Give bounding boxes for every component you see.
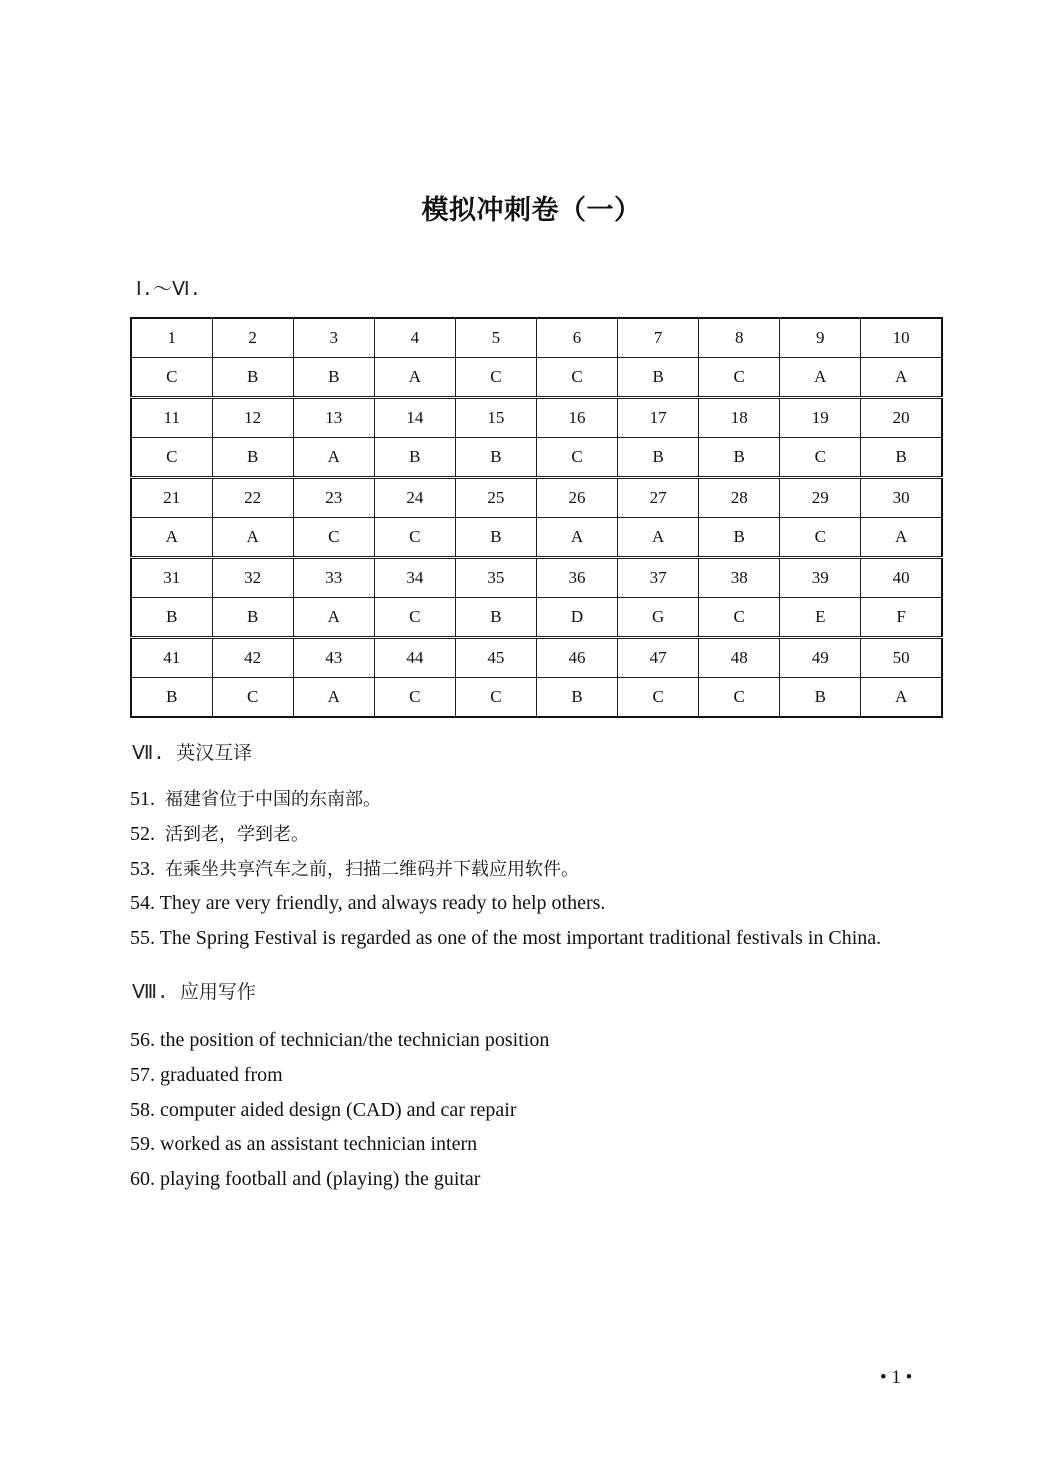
question-number-cell: 11 bbox=[131, 398, 212, 438]
answer-cell: B bbox=[780, 678, 861, 718]
answer-cell: B bbox=[861, 438, 942, 478]
item-number: 56. bbox=[130, 1029, 155, 1051]
question-number-cell: 33 bbox=[293, 558, 374, 598]
answer-row bbox=[131, 598, 942, 638]
answer-cell: B bbox=[131, 598, 212, 638]
question-number-cell: 18 bbox=[699, 398, 780, 438]
answer-cell: A bbox=[780, 358, 861, 398]
section-heading-translation: Ⅶ. 英汉互译 bbox=[132, 742, 253, 764]
answer-cell: C bbox=[455, 358, 536, 398]
question-number-cell: 47 bbox=[618, 638, 699, 678]
question-number-cell: 7 bbox=[618, 318, 699, 358]
translation-answer-item bbox=[130, 855, 881, 890]
section-heading-1-6: Ⅰ.～Ⅵ. bbox=[136, 278, 202, 300]
item-text: The Spring Festival is regarded as one of the most important traditional festivals in China. bbox=[159, 927, 882, 950]
answer-cell: A bbox=[293, 678, 374, 718]
item-text: 活到老，学到老。 bbox=[165, 823, 309, 845]
question-number-cell: 36 bbox=[536, 558, 617, 598]
translation-answer-item bbox=[130, 889, 881, 924]
writing-answers-list bbox=[130, 1026, 549, 1200]
item-number: 52. bbox=[130, 822, 155, 845]
item-number: 55. bbox=[130, 927, 155, 950]
writing-answer-item bbox=[130, 1026, 549, 1061]
question-number-row bbox=[131, 478, 942, 518]
answer-cell: C bbox=[374, 678, 455, 718]
answer-cell: E bbox=[780, 598, 861, 638]
question-number-cell: 8 bbox=[699, 318, 780, 358]
answer-cell: C bbox=[618, 678, 699, 718]
question-number-cell: 45 bbox=[455, 638, 536, 678]
answer-cell: C bbox=[212, 678, 293, 718]
question-number-cell: 20 bbox=[861, 398, 942, 438]
question-number-row bbox=[131, 398, 942, 438]
question-number-cell: 27 bbox=[618, 478, 699, 518]
item-text: playing football and (playing) the guitar bbox=[160, 1168, 481, 1191]
question-number-row bbox=[131, 638, 942, 678]
item-number: 60. bbox=[130, 1168, 155, 1191]
question-number-cell: 46 bbox=[536, 638, 617, 678]
question-number-cell: 41 bbox=[131, 638, 212, 678]
answer-cell: C bbox=[455, 678, 536, 718]
answer-cell: B bbox=[212, 358, 293, 398]
question-number-cell: 3 bbox=[293, 318, 374, 358]
answer-cell: C bbox=[536, 358, 617, 398]
question-number-cell: 29 bbox=[780, 478, 861, 518]
translation-answers-list bbox=[130, 785, 881, 959]
answer-row bbox=[131, 438, 942, 478]
answer-cell: B bbox=[455, 518, 536, 558]
answer-cell: B bbox=[293, 358, 374, 398]
answer-cell: A bbox=[293, 438, 374, 478]
answer-cell: B bbox=[212, 598, 293, 638]
question-number-cell: 17 bbox=[618, 398, 699, 438]
answer-cell: C bbox=[780, 438, 861, 478]
item-number: 59. bbox=[130, 1133, 155, 1156]
question-number-cell: 49 bbox=[780, 638, 861, 678]
translation-answer-item bbox=[130, 785, 881, 820]
answer-cell: B bbox=[455, 438, 536, 478]
question-number-cell: 21 bbox=[131, 478, 212, 518]
answer-cell: B bbox=[618, 438, 699, 478]
item-text: graduated from bbox=[160, 1063, 283, 1086]
question-number-cell: 9 bbox=[780, 318, 861, 358]
answer-cell: B bbox=[699, 438, 780, 478]
answer-cell: B bbox=[536, 678, 617, 718]
answer-cell: C bbox=[699, 358, 780, 398]
question-number-cell: 34 bbox=[374, 558, 455, 598]
answer-cell: F bbox=[861, 598, 942, 638]
answer-cell: A bbox=[293, 598, 374, 638]
writing-answer-item bbox=[130, 1165, 549, 1200]
question-number-cell: 2 bbox=[212, 318, 293, 358]
page-number: • 1 • bbox=[880, 1367, 913, 1388]
question-number-cell: 4 bbox=[374, 318, 455, 358]
question-number-cell: 31 bbox=[131, 558, 212, 598]
question-number-cell: 1 bbox=[131, 318, 212, 358]
question-number-cell: 22 bbox=[212, 478, 293, 518]
question-number-cell: 50 bbox=[861, 638, 942, 678]
question-number-cell: 14 bbox=[374, 398, 455, 438]
answer-cell: C bbox=[699, 598, 780, 638]
item-number: 54. bbox=[130, 892, 155, 915]
answer-cell: B bbox=[618, 358, 699, 398]
answer-cell: B bbox=[374, 438, 455, 478]
item-text: worked as an assistant technician intern bbox=[160, 1133, 478, 1156]
item-text: They are very friendly, and always ready to help others. bbox=[159, 892, 606, 915]
answer-cell: B bbox=[131, 678, 212, 718]
question-number-cell: 43 bbox=[293, 638, 374, 678]
question-number-cell: 35 bbox=[455, 558, 536, 598]
answer-cell: A bbox=[131, 518, 212, 558]
item-number: 53. bbox=[130, 857, 155, 880]
page-title: 模拟冲刺卷（一） bbox=[421, 195, 642, 226]
question-number-cell: 48 bbox=[699, 638, 780, 678]
answer-cell: A bbox=[861, 678, 942, 718]
item-number: 58. bbox=[130, 1098, 155, 1121]
translation-answer-item bbox=[130, 924, 881, 959]
answer-cell: C bbox=[780, 518, 861, 558]
question-number-cell: 5 bbox=[455, 318, 536, 358]
item-number: 51. bbox=[130, 788, 155, 810]
question-number-cell: 6 bbox=[536, 318, 617, 358]
question-number-cell: 30 bbox=[861, 478, 942, 518]
question-number-cell: 38 bbox=[699, 558, 780, 598]
answer-cell: A bbox=[861, 518, 942, 558]
answer-cell: A bbox=[618, 518, 699, 558]
answer-cell: A bbox=[374, 358, 455, 398]
writing-answer-item bbox=[130, 1130, 549, 1165]
item-text: the position of technician/the technician position bbox=[160, 1029, 550, 1051]
question-number-cell: 28 bbox=[699, 478, 780, 518]
question-number-row bbox=[131, 318, 942, 358]
question-number-cell: 39 bbox=[780, 558, 861, 598]
item-number: 57. bbox=[130, 1063, 155, 1086]
question-number-cell: 23 bbox=[293, 478, 374, 518]
item-text: 在乘坐共享汽车之前，扫描二维码并下载应用软件。 bbox=[165, 858, 579, 880]
answer-cell: D bbox=[536, 598, 617, 638]
question-number-cell: 15 bbox=[455, 398, 536, 438]
answer-cell: A bbox=[536, 518, 617, 558]
question-number-cell: 12 bbox=[212, 398, 293, 438]
question-number-cell: 25 bbox=[455, 478, 536, 518]
answer-cell: C bbox=[293, 518, 374, 558]
question-number-cell: 37 bbox=[618, 558, 699, 598]
question-number-cell: 13 bbox=[293, 398, 374, 438]
item-text: 福建省位于中国的东南部。 bbox=[165, 789, 381, 810]
answer-cell: C bbox=[536, 438, 617, 478]
question-number-cell: 10 bbox=[861, 318, 942, 358]
question-number-cell: 26 bbox=[536, 478, 617, 518]
answer-cell: C bbox=[131, 438, 212, 478]
answer-key-table bbox=[130, 317, 943, 718]
question-number-cell: 44 bbox=[374, 638, 455, 678]
answer-cell: C bbox=[374, 598, 455, 638]
question-number-cell: 40 bbox=[861, 558, 942, 598]
question-number-cell: 16 bbox=[536, 398, 617, 438]
question-number-row bbox=[131, 558, 942, 598]
section-heading-writing: Ⅷ. 应用写作 bbox=[132, 981, 256, 1003]
answer-row bbox=[131, 678, 942, 718]
question-number-cell: 42 bbox=[212, 638, 293, 678]
writing-answer-item bbox=[130, 1096, 549, 1131]
question-number-cell: 24 bbox=[374, 478, 455, 518]
question-number-cell: 19 bbox=[780, 398, 861, 438]
answer-cell: B bbox=[212, 438, 293, 478]
answer-cell: B bbox=[699, 518, 780, 558]
answer-cell: C bbox=[699, 678, 780, 718]
answer-cell: C bbox=[374, 518, 455, 558]
answer-cell: A bbox=[212, 518, 293, 558]
answer-cell: C bbox=[131, 358, 212, 398]
writing-answer-item bbox=[130, 1061, 549, 1096]
answer-cell: B bbox=[455, 598, 536, 638]
question-number-cell: 32 bbox=[212, 558, 293, 598]
translation-answer-item bbox=[130, 820, 881, 855]
answer-cell: A bbox=[861, 358, 942, 398]
answer-row bbox=[131, 518, 942, 558]
answer-row bbox=[131, 358, 942, 398]
item-text: computer aided design (CAD) and car repair bbox=[160, 1098, 517, 1121]
answer-cell: G bbox=[618, 598, 699, 638]
